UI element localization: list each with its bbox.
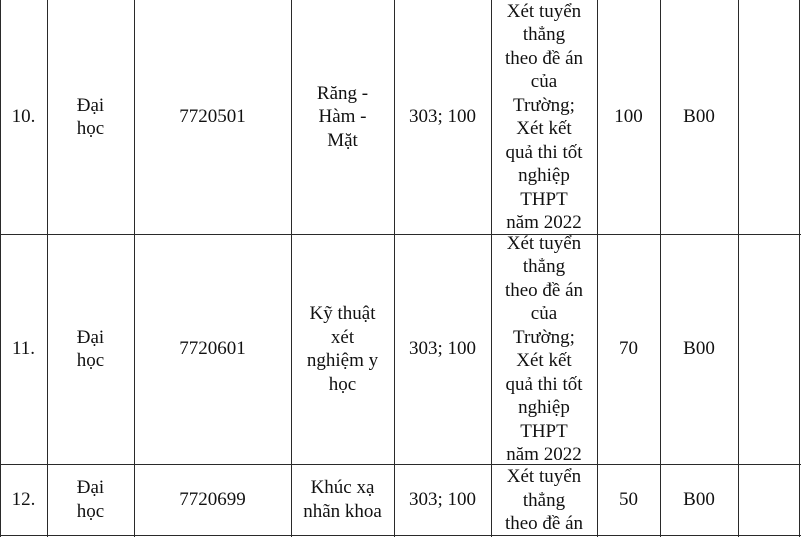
major-name: Khúc xạ nhãn khoa <box>303 477 382 522</box>
quota: 50 <box>619 488 638 510</box>
method-codes: 303; 100 <box>408 338 477 360</box>
major-name: Răng - Hàm - Mặt <box>316 82 369 151</box>
major-code: 7720501 <box>179 106 246 128</box>
row-number: 11. <box>11 338 36 360</box>
training-level: Đại học <box>76 326 105 371</box>
row-number: 10. <box>11 106 36 128</box>
training-level: Đại học <box>76 477 105 522</box>
method-codes: 303; 100 <box>408 488 477 510</box>
admission-method: Xét tuyển thẳng theo đề án của Trường; Xét kết quả thi tốt nghiệp THPT năm 2022 <box>504 232 584 465</box>
note <box>738 0 801 234</box>
major-code: 7720699 <box>179 488 246 510</box>
table-row <box>0 0 801 234</box>
quota: 70 <box>619 338 638 360</box>
subject-block: B00 <box>683 106 715 128</box>
admission-method: Xét tuyển thẳng theo đề án <box>504 466 584 534</box>
note <box>738 464 801 535</box>
major-code: 7720601 <box>179 338 246 360</box>
subject-block: B00 <box>683 338 715 360</box>
row-number: 12. <box>11 488 36 510</box>
training-level: Đại học <box>76 94 105 139</box>
major-name: Kỹ thuật xét nghiệm y học <box>306 303 379 395</box>
admission-method: Xét tuyển thẳng theo đề án của Trường; Xét kết quả thi tốt nghiệp THPT năm 2022 <box>504 0 584 233</box>
note <box>738 234 801 464</box>
quota: 100 <box>614 106 643 128</box>
grid-line <box>0 535 801 536</box>
method-codes: 303; 100 <box>408 106 477 128</box>
subject-block: B00 <box>683 488 715 510</box>
table-row <box>0 234 801 464</box>
table-row <box>0 464 801 535</box>
